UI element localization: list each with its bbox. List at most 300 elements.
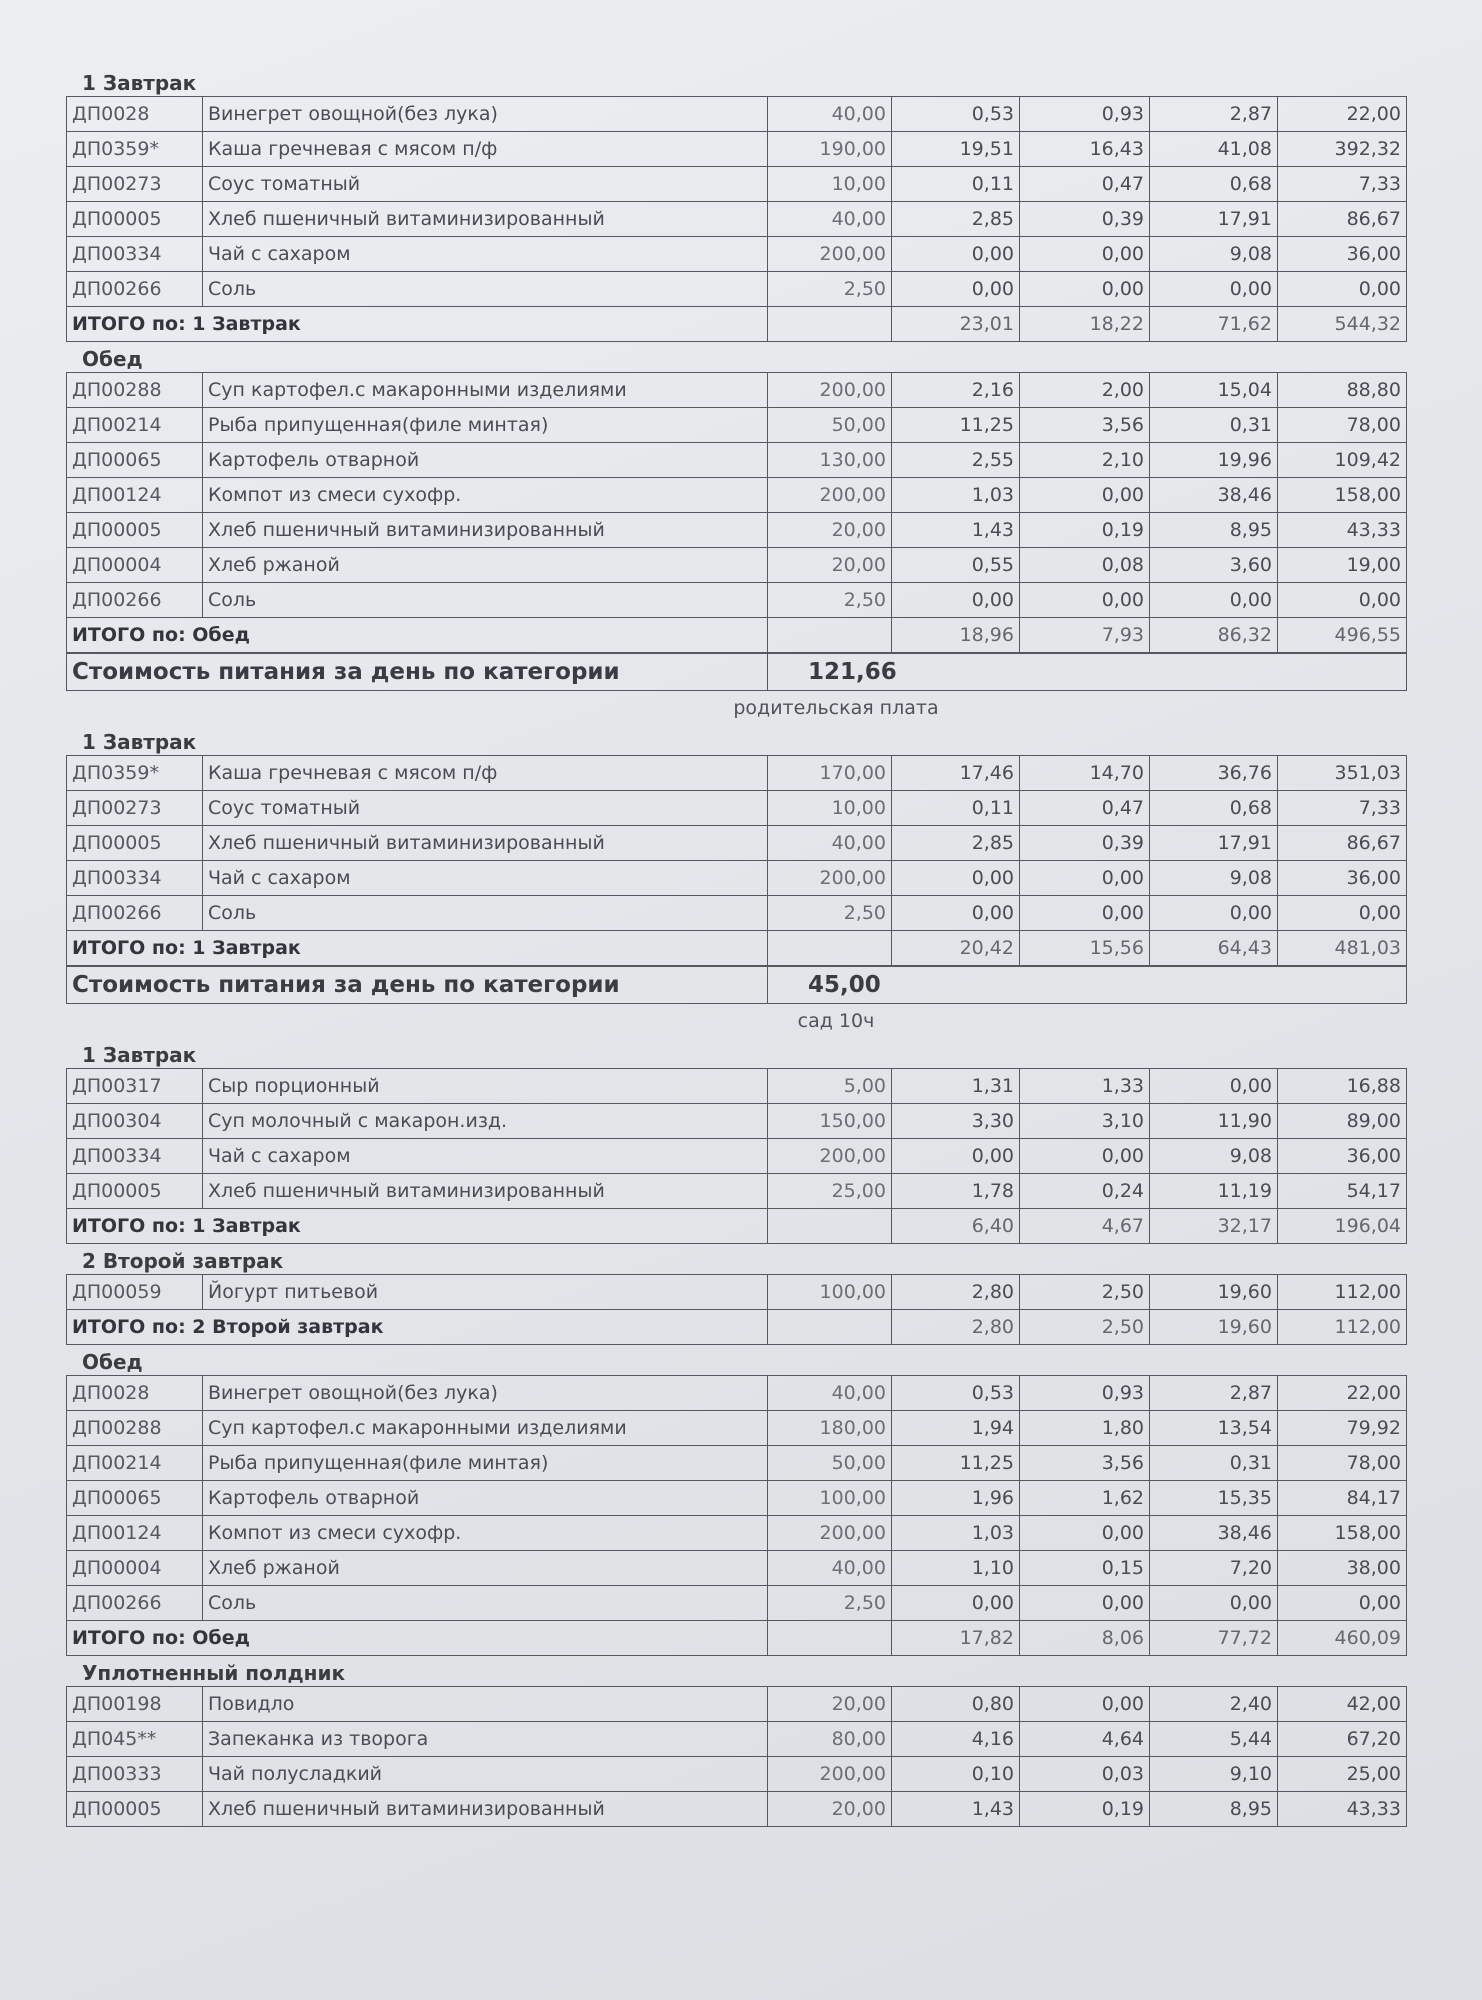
dish-code: ДП00333 [67, 1757, 203, 1792]
dish-qty: 170,00 [768, 756, 892, 791]
meal-title: 2 Второй завтрак [82, 1249, 284, 1273]
table-row [67, 443, 1407, 478]
dish-qty: 200,00 [768, 1139, 892, 1174]
cost-row [67, 654, 1407, 691]
dish-protein: 0,53 [892, 97, 1020, 132]
cost-label: Стоимость питания за день по категории [67, 654, 768, 691]
dish-name: Хлеб ржаной [203, 548, 768, 583]
dish-name: Соус томатный [203, 791, 768, 826]
dish-name: Хлеб пшеничный витаминизированный [203, 826, 768, 861]
dish-qty: 2,50 [768, 583, 892, 618]
total-protein: 23,01 [892, 307, 1020, 342]
dish-name: Повидло [203, 1687, 768, 1722]
dish-protein: 1,10 [892, 1551, 1020, 1586]
dish-fat: 0,47 [1020, 167, 1150, 202]
dish-protein: 4,16 [892, 1722, 1020, 1757]
dish-protein: 0,00 [892, 237, 1020, 272]
table-row [67, 1411, 1407, 1446]
total-qty-empty [768, 1209, 892, 1244]
dish-name: Запеканка из творога [203, 1722, 768, 1757]
dish-qty: 200,00 [768, 478, 892, 513]
dish-carb: 11,90 [1150, 1104, 1278, 1139]
meal-table [66, 755, 1407, 966]
dish-carb: 15,04 [1150, 373, 1278, 408]
dish-qty: 200,00 [768, 861, 892, 896]
cost-value: 45,00 [768, 967, 1407, 1004]
dish-protein: 2,85 [892, 826, 1020, 861]
dish-fat: 0,39 [1020, 202, 1150, 237]
dish-fat: 4,64 [1020, 1722, 1150, 1757]
dish-code: ДП00065 [67, 443, 203, 478]
total-fat: 15,56 [1020, 931, 1150, 966]
total-energy: 544,32 [1278, 307, 1407, 342]
dish-protein: 1,96 [892, 1481, 1020, 1516]
meal-title: 1 Завтрак [82, 71, 197, 95]
table-row [67, 1586, 1407, 1621]
dish-carb: 9,08 [1150, 237, 1278, 272]
dish-fat: 1,62 [1020, 1481, 1150, 1516]
dish-fat: 0,00 [1020, 1516, 1150, 1551]
table-row [67, 1792, 1407, 1827]
dish-code: ДП00004 [67, 1551, 203, 1586]
dish-name: Рыба припущенная(филе минтая) [203, 1446, 768, 1481]
dish-code: ДП0028 [67, 97, 203, 132]
total-energy: 496,55 [1278, 618, 1407, 653]
dish-name: Картофель отварной [203, 1481, 768, 1516]
total-qty-empty [768, 931, 892, 966]
total-row [67, 618, 1407, 653]
dish-energy: 7,33 [1278, 791, 1407, 826]
meal-table [66, 372, 1407, 653]
dish-qty: 50,00 [768, 408, 892, 443]
table-row [67, 408, 1407, 443]
dish-qty: 100,00 [768, 1275, 892, 1310]
total-carb: 19,60 [1150, 1310, 1278, 1345]
dish-carb: 8,95 [1150, 1792, 1278, 1827]
dish-qty: 150,00 [768, 1104, 892, 1139]
dish-code: ДП00266 [67, 896, 203, 931]
dish-protein: 11,25 [892, 408, 1020, 443]
dish-code: ДП00334 [67, 237, 203, 272]
dish-carb: 0,00 [1150, 272, 1278, 307]
dish-code: ДП0359* [67, 132, 203, 167]
table-row [67, 202, 1407, 237]
dish-fat: 0,24 [1020, 1174, 1150, 1209]
dish-qty: 5,00 [768, 1069, 892, 1104]
dish-carb: 9,08 [1150, 861, 1278, 896]
dish-carb: 0,31 [1150, 408, 1278, 443]
total-protein: 2,80 [892, 1310, 1020, 1345]
meal-table [66, 1068, 1407, 1244]
dish-energy: 36,00 [1278, 861, 1407, 896]
dish-carb: 9,10 [1150, 1757, 1278, 1792]
dish-qty: 190,00 [768, 132, 892, 167]
dish-protein: 0,00 [892, 896, 1020, 931]
dish-qty: 10,00 [768, 791, 892, 826]
dish-energy: 19,00 [1278, 548, 1407, 583]
dish-protein: 3,30 [892, 1104, 1020, 1139]
dish-protein: 2,85 [892, 202, 1020, 237]
dish-code: ДП00273 [67, 167, 203, 202]
dish-energy: 112,00 [1278, 1275, 1407, 1310]
dish-code: ДП0028 [67, 1376, 203, 1411]
dish-code: ДП00273 [67, 791, 203, 826]
dish-code: ДП00005 [67, 202, 203, 237]
dish-energy: 86,67 [1278, 202, 1407, 237]
dish-protein: 0,53 [892, 1376, 1020, 1411]
dish-code: ДП0359* [67, 756, 203, 791]
dish-qty: 10,00 [768, 167, 892, 202]
total-fat: 7,93 [1020, 618, 1150, 653]
dish-carb: 7,20 [1150, 1551, 1278, 1586]
dish-name: Сыр порционный [203, 1069, 768, 1104]
dish-energy: 84,17 [1278, 1481, 1407, 1516]
table-row [67, 1139, 1407, 1174]
dish-qty: 200,00 [768, 373, 892, 408]
dish-code: ДП00124 [67, 1516, 203, 1551]
dish-carb: 8,95 [1150, 513, 1278, 548]
dish-name: Чай с сахаром [203, 1139, 768, 1174]
dish-code: ДП00005 [67, 1174, 203, 1209]
total-label: ИТОГО по: 2 Второй завтрак [67, 1310, 768, 1345]
dish-qty: 20,00 [768, 1687, 892, 1722]
dish-energy: 79,92 [1278, 1411, 1407, 1446]
dish-qty: 40,00 [768, 826, 892, 861]
dish-protein: 0,00 [892, 1139, 1020, 1174]
total-qty-empty [768, 307, 892, 342]
cost-row [67, 967, 1407, 1004]
total-label: ИТОГО по: 1 Завтрак [67, 1209, 768, 1244]
table-row [67, 896, 1407, 931]
dish-carb: 2,40 [1150, 1687, 1278, 1722]
total-fat: 8,06 [1020, 1621, 1150, 1656]
dish-fat: 2,50 [1020, 1275, 1150, 1310]
total-qty-empty [768, 618, 892, 653]
total-carb: 86,32 [1150, 618, 1278, 653]
dish-code: ДП00288 [67, 373, 203, 408]
total-label: ИТОГО по: Обед [67, 618, 768, 653]
dish-code: ДП00304 [67, 1104, 203, 1139]
dish-name: Соль [203, 272, 768, 307]
dish-carb: 17,91 [1150, 826, 1278, 861]
dish-code: ДП045** [67, 1722, 203, 1757]
dish-qty: 40,00 [768, 1551, 892, 1586]
dish-protein: 0,00 [892, 861, 1020, 896]
dish-energy: 0,00 [1278, 583, 1407, 618]
dish-name: Соль [203, 1586, 768, 1621]
cost-table [66, 653, 1407, 691]
table-row [67, 1757, 1407, 1792]
dish-protein: 1,03 [892, 1516, 1020, 1551]
dish-energy: 86,67 [1278, 826, 1407, 861]
dish-fat: 0,00 [1020, 1139, 1150, 1174]
dish-protein: 0,80 [892, 1687, 1020, 1722]
table-row [67, 1551, 1407, 1586]
dish-carb: 2,87 [1150, 97, 1278, 132]
total-fat: 4,67 [1020, 1209, 1150, 1244]
section-caption: родительская плата [733, 697, 939, 719]
dish-energy: 158,00 [1278, 1516, 1407, 1551]
dish-energy: 25,00 [1278, 1757, 1407, 1792]
dish-energy: 88,80 [1278, 373, 1407, 408]
dish-protein: 0,11 [892, 167, 1020, 202]
dish-protein: 0,10 [892, 1757, 1020, 1792]
dish-protein: 1,43 [892, 513, 1020, 548]
dish-qty: 20,00 [768, 513, 892, 548]
dish-energy: 22,00 [1278, 97, 1407, 132]
dish-protein: 1,43 [892, 1792, 1020, 1827]
dish-fat: 3,56 [1020, 1446, 1150, 1481]
cost-table [66, 966, 1407, 1004]
total-fat: 2,50 [1020, 1310, 1150, 1345]
dish-name: Чай с сахаром [203, 861, 768, 896]
dish-name: Хлеб пшеничный витаминизированный [203, 1174, 768, 1209]
table-row [67, 237, 1407, 272]
dish-energy: 109,42 [1278, 443, 1407, 478]
dish-carb: 0,00 [1150, 583, 1278, 618]
dish-code: ДП00059 [67, 1275, 203, 1310]
dish-energy: 42,00 [1278, 1687, 1407, 1722]
dish-code: ДП00005 [67, 826, 203, 861]
dish-carb: 38,46 [1150, 478, 1278, 513]
total-qty-empty [768, 1310, 892, 1345]
dish-protein: 2,16 [892, 373, 1020, 408]
table-row [67, 478, 1407, 513]
dish-name: Соус томатный [203, 167, 768, 202]
table-row [67, 791, 1407, 826]
table-row [67, 861, 1407, 896]
dish-protein: 0,00 [892, 272, 1020, 307]
dish-protein: 1,03 [892, 478, 1020, 513]
total-energy: 481,03 [1278, 931, 1407, 966]
dish-qty: 20,00 [768, 548, 892, 583]
dish-carb: 15,35 [1150, 1481, 1278, 1516]
dish-name: Компот из смеси сухофр. [203, 478, 768, 513]
dish-qty: 50,00 [768, 1446, 892, 1481]
dish-energy: 16,88 [1278, 1069, 1407, 1104]
dish-energy: 43,33 [1278, 513, 1407, 548]
dish-protein: 19,51 [892, 132, 1020, 167]
dish-fat: 0,00 [1020, 272, 1150, 307]
dish-carb: 13,54 [1150, 1411, 1278, 1446]
dish-fat: 0,00 [1020, 896, 1150, 931]
dish-fat: 0,19 [1020, 1792, 1150, 1827]
dish-name: Хлеб пшеничный витаминизированный [203, 202, 768, 237]
dish-name: Соль [203, 583, 768, 618]
dish-code: ДП00288 [67, 1411, 203, 1446]
dish-carb: 0,31 [1150, 1446, 1278, 1481]
dish-protein: 0,00 [892, 583, 1020, 618]
dish-name: Суп молочный с макарон.изд. [203, 1104, 768, 1139]
dish-energy: 351,03 [1278, 756, 1407, 791]
dish-code: ДП00198 [67, 1687, 203, 1722]
table-row [67, 1174, 1407, 1209]
dish-carb: 0,00 [1150, 896, 1278, 931]
table-row [67, 1687, 1407, 1722]
total-energy: 112,00 [1278, 1310, 1407, 1345]
dish-energy: 89,00 [1278, 1104, 1407, 1139]
dish-name: Чай полусладкий [203, 1757, 768, 1792]
table-row [67, 1069, 1407, 1104]
dish-code: ДП00214 [67, 408, 203, 443]
total-row [67, 931, 1407, 966]
dish-carb: 19,60 [1150, 1275, 1278, 1310]
dish-carb: 17,91 [1150, 202, 1278, 237]
dish-fat: 0,00 [1020, 1586, 1150, 1621]
dish-code: ДП00334 [67, 1139, 203, 1174]
dish-fat: 1,33 [1020, 1069, 1150, 1104]
meal-title: 1 Завтрак [82, 730, 197, 754]
meal-table [66, 1375, 1407, 1656]
dish-energy: 54,17 [1278, 1174, 1407, 1209]
dish-protein: 11,25 [892, 1446, 1020, 1481]
dish-fat: 14,70 [1020, 756, 1150, 791]
total-row [67, 307, 1407, 342]
dish-fat: 0,00 [1020, 1687, 1150, 1722]
dish-qty: 180,00 [768, 1411, 892, 1446]
total-protein: 6,40 [892, 1209, 1020, 1244]
dish-protein: 0,11 [892, 791, 1020, 826]
dish-protein: 0,00 [892, 1586, 1020, 1621]
total-row [67, 1209, 1407, 1244]
dish-fat: 0,47 [1020, 791, 1150, 826]
total-row [67, 1310, 1407, 1345]
dish-qty: 20,00 [768, 1792, 892, 1827]
dish-carb: 0,68 [1150, 791, 1278, 826]
dish-energy: 0,00 [1278, 1586, 1407, 1621]
dish-energy: 7,33 [1278, 167, 1407, 202]
table-row [67, 1275, 1407, 1310]
dish-energy: 0,00 [1278, 272, 1407, 307]
dish-energy: 36,00 [1278, 237, 1407, 272]
meal-title: Обед [82, 347, 143, 371]
table-row [67, 1481, 1407, 1516]
table-row [67, 1376, 1407, 1411]
dish-code: ДП00005 [67, 1792, 203, 1827]
dish-energy: 78,00 [1278, 408, 1407, 443]
dish-fat: 2,00 [1020, 373, 1150, 408]
dish-code: ДП00334 [67, 861, 203, 896]
dish-qty: 200,00 [768, 1757, 892, 1792]
total-energy: 460,09 [1278, 1621, 1407, 1656]
dish-carb: 0,00 [1150, 1586, 1278, 1621]
dish-energy: 43,33 [1278, 1792, 1407, 1827]
dish-energy: 392,32 [1278, 132, 1407, 167]
dish-energy: 22,00 [1278, 1376, 1407, 1411]
dish-fat: 0,39 [1020, 826, 1150, 861]
dish-energy: 158,00 [1278, 478, 1407, 513]
meal-title: Уплотненный полдник [82, 1661, 346, 1685]
dish-name: Картофель отварной [203, 443, 768, 478]
total-label: ИТОГО по: Обед [67, 1621, 768, 1656]
dish-fat: 0,93 [1020, 1376, 1150, 1411]
dish-fat: 3,56 [1020, 408, 1150, 443]
dish-qty: 200,00 [768, 237, 892, 272]
dish-qty: 100,00 [768, 1481, 892, 1516]
dish-energy: 67,20 [1278, 1722, 1407, 1757]
menu-document [66, 66, 1406, 1827]
table-row [67, 97, 1407, 132]
total-carb: 32,17 [1150, 1209, 1278, 1244]
dish-carb: 2,87 [1150, 1376, 1278, 1411]
table-row [67, 167, 1407, 202]
table-row [67, 548, 1407, 583]
dish-code: ДП00266 [67, 272, 203, 307]
dish-carb: 19,96 [1150, 443, 1278, 478]
total-label: ИТОГО по: 1 Завтрак [67, 931, 768, 966]
dish-name: Чай с сахаром [203, 237, 768, 272]
table-row [67, 272, 1407, 307]
table-row [67, 826, 1407, 861]
table-row [67, 373, 1407, 408]
dish-fat: 0,00 [1020, 583, 1150, 618]
dish-name: Суп картофел.с макаронными изделиями [203, 373, 768, 408]
dish-protein: 2,55 [892, 443, 1020, 478]
total-protein: 17,82 [892, 1621, 1020, 1656]
meal-title: 1 Завтрак [82, 1043, 197, 1067]
dish-code: ДП00124 [67, 478, 203, 513]
dish-fat: 0,93 [1020, 97, 1150, 132]
dish-fat: 1,80 [1020, 1411, 1150, 1446]
dish-protein: 1,78 [892, 1174, 1020, 1209]
dish-carb: 5,44 [1150, 1722, 1278, 1757]
meal-table [66, 1274, 1407, 1345]
dish-name: Соль [203, 896, 768, 931]
dish-name: Компот из смеси сухофр. [203, 1516, 768, 1551]
table-row [67, 583, 1407, 618]
cost-value: 121,66 [768, 654, 1407, 691]
table-row [67, 513, 1407, 548]
dish-fat: 2,10 [1020, 443, 1150, 478]
dish-fat: 0,15 [1020, 1551, 1150, 1586]
table-row [67, 1516, 1407, 1551]
dish-energy: 36,00 [1278, 1139, 1407, 1174]
dish-code: ДП00065 [67, 1481, 203, 1516]
dish-qty: 130,00 [768, 443, 892, 478]
total-energy: 196,04 [1278, 1209, 1407, 1244]
dish-code: ДП00266 [67, 1586, 203, 1621]
table-row [67, 132, 1407, 167]
total-label: ИТОГО по: 1 Завтрак [67, 307, 768, 342]
dish-fat: 0,00 [1020, 478, 1150, 513]
dish-code: ДП00214 [67, 1446, 203, 1481]
dish-fat: 0,08 [1020, 548, 1150, 583]
total-fat: 18,22 [1020, 307, 1150, 342]
dish-qty: 40,00 [768, 202, 892, 237]
dish-qty: 40,00 [768, 97, 892, 132]
dish-name: Хлеб пшеничный витаминизированный [203, 1792, 768, 1827]
total-carb: 77,72 [1150, 1621, 1278, 1656]
dish-name: Хлеб ржаной [203, 1551, 768, 1586]
dish-protein: 2,80 [892, 1275, 1020, 1310]
dish-fat: 0,00 [1020, 861, 1150, 896]
table-row [67, 1104, 1407, 1139]
dish-code: ДП00266 [67, 583, 203, 618]
dish-carb: 0,00 [1150, 1069, 1278, 1104]
dish-qty: 2,50 [768, 896, 892, 931]
dish-carb: 38,46 [1150, 1516, 1278, 1551]
dish-qty: 200,00 [768, 1516, 892, 1551]
dish-code: ДП00317 [67, 1069, 203, 1104]
dish-energy: 0,00 [1278, 896, 1407, 931]
dish-qty: 25,00 [768, 1174, 892, 1209]
dish-protein: 17,46 [892, 756, 1020, 791]
dish-qty: 80,00 [768, 1722, 892, 1757]
total-qty-empty [768, 1621, 892, 1656]
dish-carb: 36,76 [1150, 756, 1278, 791]
dish-carb: 3,60 [1150, 548, 1278, 583]
dish-name: Каша гречневая с мясом п/ф [203, 756, 768, 791]
